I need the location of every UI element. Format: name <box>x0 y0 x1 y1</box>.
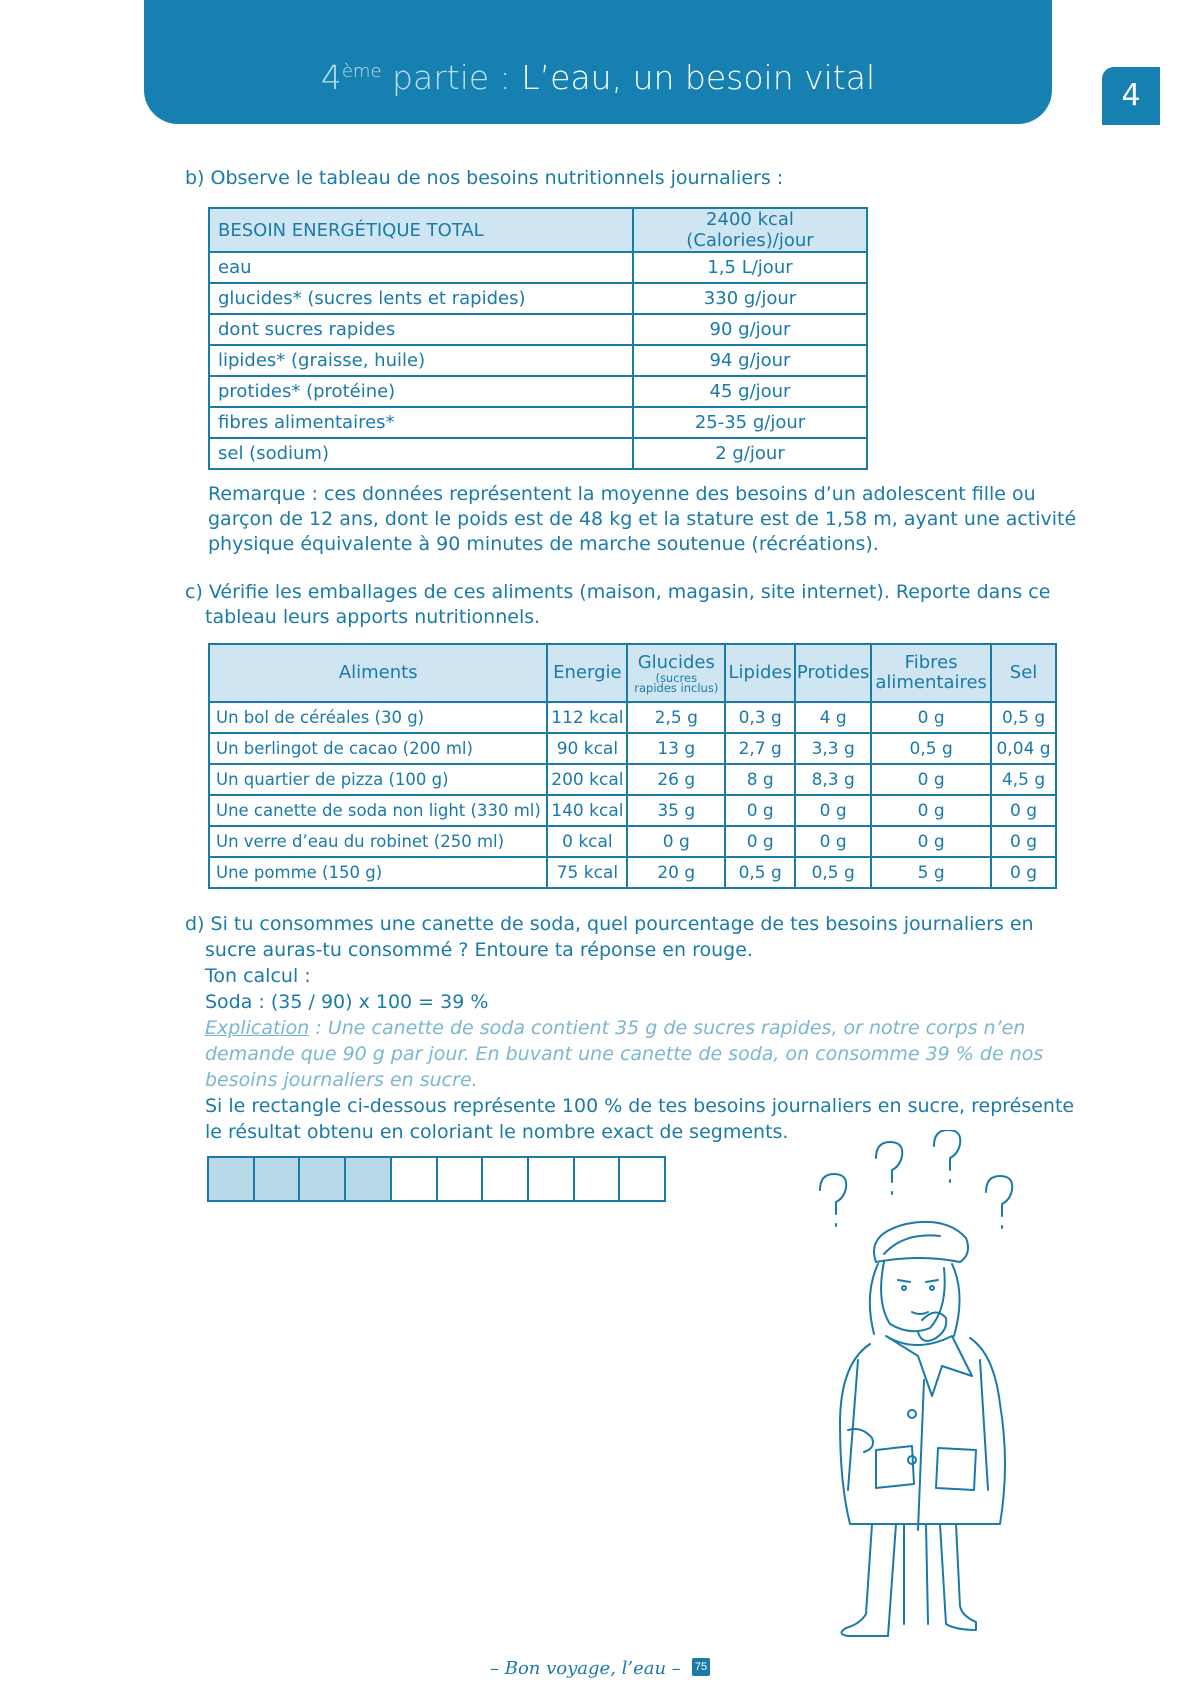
food-name: Un berlingot de cacao (200 ml) <box>209 733 547 764</box>
question-line: sucre auras-tu consommé ? Entoure ta réponse en rouge. <box>205 939 753 961</box>
explanation-label: Explication <box>205 1017 310 1039</box>
food-protides: 0 g <box>795 826 871 857</box>
needs-value: 330 g/jour <box>633 283 867 314</box>
food-lipides: 0 g <box>725 795 795 826</box>
table-row <box>209 702 1056 733</box>
page-title <box>144 58 1052 97</box>
food-fibres: 0 g <box>871 764 991 795</box>
table-row <box>209 857 1056 888</box>
sugar-segment-bar <box>207 1156 666 1202</box>
food-glucides: 0 g <box>627 826 725 857</box>
segment-filled <box>255 1158 301 1200</box>
table-row <box>209 252 867 283</box>
table-row <box>209 345 867 376</box>
food-protides: 3,3 g <box>795 733 871 764</box>
calc-label: Ton calcul : <box>205 965 311 987</box>
question-mark-icon <box>934 1130 960 1182</box>
section-d <box>185 911 1074 1145</box>
food-sel: 0,5 g <box>991 702 1056 733</box>
remark-line: physique équivalente à 90 minutes de marche soutenue (récréations). <box>208 533 879 555</box>
food-glucides: 13 g <box>627 733 725 764</box>
col-fibres-line: alimentaires <box>875 672 987 693</box>
segment-empty <box>575 1158 621 1200</box>
food-name: Une pomme (150 g) <box>209 857 547 888</box>
segment-empty <box>438 1158 484 1200</box>
food-protides: 0 g <box>795 795 871 826</box>
segment-filled <box>346 1158 392 1200</box>
food-sel: 0 g <box>991 857 1056 888</box>
table-row <box>209 764 1056 795</box>
food-glucides: 26 g <box>627 764 725 795</box>
food-energie: 90 kcal <box>547 733 627 764</box>
segment-filled <box>209 1158 255 1200</box>
food-glucides: 20 g <box>627 857 725 888</box>
needs-label: lipides* (graisse, huile) <box>209 345 633 376</box>
part-superscript: ème <box>341 61 382 82</box>
col-glucides-sub: rapides inclus) <box>634 681 719 695</box>
food-protides: 4 g <box>795 702 871 733</box>
food-energie: 0 kcal <box>547 826 627 857</box>
col-energie: Energie <box>547 644 627 702</box>
food-lipides: 8 g <box>725 764 795 795</box>
table-row <box>209 438 867 469</box>
food-fibres: 0 g <box>871 795 991 826</box>
needs-label: sel (sodium) <box>209 438 633 469</box>
food-sel: 0 g <box>991 826 1056 857</box>
food-protides: 0,5 g <box>795 857 871 888</box>
food-name: Un quartier de pizza (100 g) <box>209 764 547 795</box>
needs-value: 2 g/jour <box>633 438 867 469</box>
explanation-text: besoins journaliers en sucre. <box>205 1069 478 1091</box>
remark <box>208 482 1076 557</box>
question-mark-icon <box>876 1142 902 1194</box>
explanation-text: demande que 90 g par jour. En buvant une canette de soda, on consomme 39 % de nos <box>205 1043 1044 1065</box>
food-protides: 8,3 g <box>795 764 871 795</box>
food-fibres: 0 g <box>871 702 991 733</box>
food-energie: 75 kcal <box>547 857 627 888</box>
remark-line: Remarque : ces données représentent la moyenne des besoins d’un adolescent fille ou <box>208 483 1036 505</box>
segment-empty <box>529 1158 575 1200</box>
instruction-line: le résultat obtenu en coloriant le nombre exact de segments. <box>205 1121 789 1143</box>
col-fibres <box>871 644 991 702</box>
col-glucides-label: Glucides <box>637 652 715 673</box>
food-name: Un verre d’eau du robinet (250 ml) <box>209 826 547 857</box>
food-glucides: 2,5 g <box>627 702 725 733</box>
table-row <box>209 376 867 407</box>
table-row <box>209 283 867 314</box>
part-number: 4 <box>320 58 342 97</box>
chapter-tab: 4 <box>1102 67 1160 125</box>
food-fibres: 5 g <box>871 857 991 888</box>
food-sel: 0 g <box>991 795 1056 826</box>
needs-label: fibres alimentaires* <box>209 407 633 438</box>
food-energie: 200 kcal <box>547 764 627 795</box>
title-text: L’eau, un besoin vital <box>510 58 876 97</box>
table-row <box>209 407 867 438</box>
segment-filled <box>300 1158 346 1200</box>
col-protides: Protides <box>795 644 871 702</box>
header-band <box>144 0 1052 124</box>
food-lipides: 0,5 g <box>725 857 795 888</box>
question-mark-icon <box>986 1176 1012 1228</box>
section-c-intro <box>185 580 1050 630</box>
table-row <box>209 733 1056 764</box>
foods-table-header <box>209 644 1056 702</box>
foods-table <box>208 643 1057 889</box>
needs-table-header <box>209 208 867 252</box>
needs-value: 90 g/jour <box>633 314 867 345</box>
food-name: Une canette de soda non light (330 ml) <box>209 795 547 826</box>
food-lipides: 2,7 g <box>725 733 795 764</box>
food-fibres: 0,5 g <box>871 733 991 764</box>
col-lipides: Lipides <box>725 644 795 702</box>
calc-result: Soda : (35 / 90) x 100 = 39 % <box>205 991 489 1013</box>
needs-label: glucides* (sucres lents et rapides) <box>209 283 633 314</box>
segment-empty <box>483 1158 529 1200</box>
needs-header-label: BESOIN ENERGÉTIQUE TOTAL <box>209 208 633 252</box>
needs-value: 25-35 g/jour <box>633 407 867 438</box>
section-c-line: c) Vérifie les emballages de ces aliments (maison, magasin, site internet). Reporte dans ce <box>185 581 1051 603</box>
col-fibres-line: Fibres <box>904 652 958 673</box>
food-energie: 140 kcal <box>547 795 627 826</box>
explanation-text: : Une canette de soda contient 35 g de sucres rapides, or notre corps n’en <box>309 1017 1026 1039</box>
question-mark-icon <box>820 1174 846 1226</box>
segment-empty <box>620 1158 664 1200</box>
section-c-line: tableau leurs apports nutritionnels. <box>205 606 541 628</box>
needs-header-value: 2400 kcal (Calories)/jour <box>633 208 867 252</box>
question-line: d) Si tu consommes une canette de soda, quel pourcentage de tes besoins journaliers en <box>185 913 1034 935</box>
instruction-line: Si le rectangle ci-dessous représente 100 % de tes besoins journaliers en sucre, représente <box>205 1095 1075 1117</box>
food-lipides: 0,3 g <box>725 702 795 733</box>
table-row <box>209 826 1056 857</box>
needs-value: 45 g/jour <box>633 376 867 407</box>
food-fibres: 0 g <box>871 826 991 857</box>
needs-label: protides* (protéine) <box>209 376 633 407</box>
table-row <box>209 795 1056 826</box>
page-number: 75 <box>692 1658 710 1676</box>
needs-label: eau <box>209 252 633 283</box>
needs-value: 94 g/jour <box>633 345 867 376</box>
col-aliments: Aliments <box>209 644 547 702</box>
col-sel: Sel <box>991 644 1056 702</box>
col-glucides-sub: (sucres <box>655 671 698 685</box>
needs-table <box>208 207 868 470</box>
food-sel: 4,5 g <box>991 764 1056 795</box>
food-sel: 0,04 g <box>991 733 1056 764</box>
food-energie: 112 kcal <box>547 702 627 733</box>
needs-label: dont sucres rapides <box>209 314 633 345</box>
remark-line: garçon de 12 ans, dont le poids est de 48 kg et la stature est de 1,58 m, ayant une activité <box>208 508 1077 530</box>
food-glucides: 35 g <box>627 795 725 826</box>
col-glucides <box>627 644 725 702</box>
part-word: partie : <box>381 58 511 97</box>
section-b-intro: b) Observe le tableau de nos besoins nutritionnels journaliers : <box>185 167 784 189</box>
segment-empty <box>392 1158 438 1200</box>
thinking-child-illustration <box>800 1130 1040 1640</box>
food-lipides: 0 g <box>725 826 795 857</box>
food-name: Un bol de céréales (30 g) <box>209 702 547 733</box>
table-row <box>209 314 867 345</box>
explanation <box>185 1015 1074 1041</box>
footer-title: – Bon voyage, l’eau – <box>490 1658 681 1679</box>
needs-value: 1,5 L/jour <box>633 252 867 283</box>
